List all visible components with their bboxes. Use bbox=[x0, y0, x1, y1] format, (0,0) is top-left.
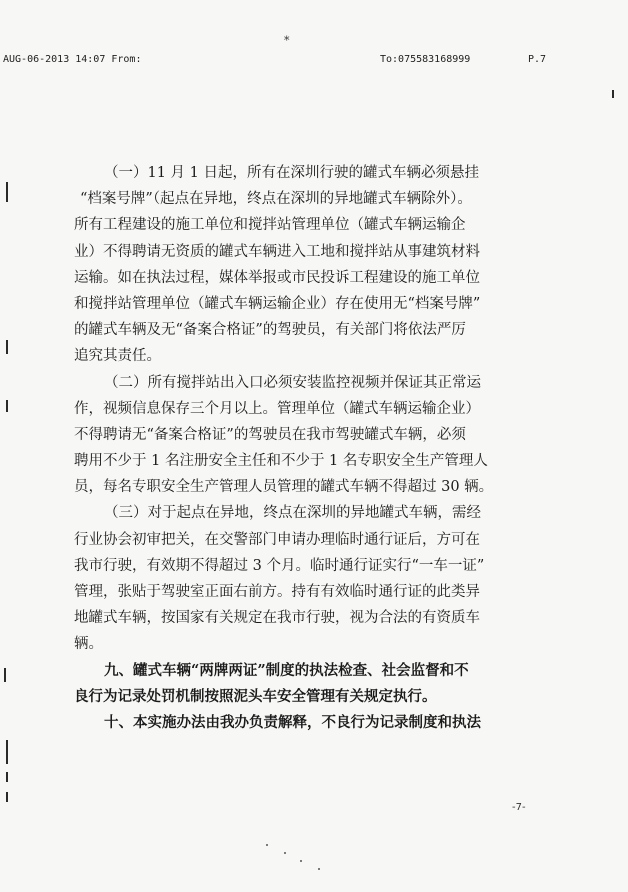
section-heading-line: 良行为记录处罚机制按照泥头车安全管理有关规定执行。 bbox=[74, 687, 437, 705]
section-heading-line: 十、本实施办法由我办负责解释，不良行为记录制度和执法 bbox=[104, 713, 481, 731]
text-line: 行业协会初审把关，在交警部门申请办理临时通行证后，方可在 bbox=[74, 531, 480, 548]
document-body bbox=[74, 160, 546, 736]
text-line: 地罐式车辆，按国家有关规定在我市行驶，视为合法的有资质车 bbox=[74, 610, 480, 627]
text-line: 的罐式车辆及无“备案合格证”的驾驶员，有关部门将依法严厉 bbox=[74, 322, 466, 339]
fax-to-number: To:075583168999 bbox=[380, 54, 471, 65]
text-line: （三）对于起点在异地，终点在深圳的异地罐式车辆，需经 bbox=[104, 505, 481, 522]
scan-artifact bbox=[4, 668, 6, 682]
fax-star-mark: * bbox=[284, 34, 290, 47]
scan-artifact bbox=[6, 340, 8, 354]
scan-artifact bbox=[6, 792, 8, 802]
text-line: 不得聘请无“备案合格证”的驾驶员在我市驾驶罐式车辆，必须 bbox=[74, 426, 466, 443]
fax-header bbox=[0, 54, 628, 70]
scan-artifact bbox=[6, 740, 8, 764]
fax-page-label: P.7 bbox=[528, 54, 547, 65]
text-line: （一）11 月 1 日起，所有在深圳行驶的罐式车辆必须悬挂 bbox=[104, 165, 480, 181]
scan-artifact bbox=[6, 400, 8, 412]
text-line: 我市行驶，有效期不得超过 3 个月。临时通行证实行“一车一证” bbox=[74, 557, 485, 574]
text-line: 和搅拌站管理单位（罐式车辆运输企业）存在使用无“档案号牌” bbox=[74, 295, 481, 312]
scan-artifact bbox=[6, 182, 8, 202]
text-line: 运输。如在执法过程，媒体举报或市民投诉工程建设的施工单位 bbox=[74, 269, 480, 286]
section-heading-line: 九、罐式车辆“两牌两证”制度的执法检查、社会监督和不 bbox=[104, 661, 469, 679]
page-number: -7- bbox=[512, 802, 526, 813]
text-line: 作，视频信息保存三个月以上。管理单位（罐式车辆运输企业） bbox=[74, 400, 480, 417]
text-line: （二）所有搅拌站出入口必须安装监控视频并保证其正常运 bbox=[104, 374, 481, 391]
scan-speck bbox=[300, 860, 302, 862]
text-line: 所有工程建设的施工单位和搅拌站管理单位（罐式车辆运输企 bbox=[74, 217, 466, 234]
scan-artifact bbox=[612, 90, 614, 98]
text-line: 管理，张贴于驾驶室正面右前方。持有有效临时通行证的此类异 bbox=[74, 584, 480, 600]
fax-date-from: AUG-06-2013 14:07 From: bbox=[3, 54, 142, 65]
scan-artifact bbox=[6, 772, 8, 782]
text-line: 员，每名专职安全生产管理人员管理的罐式车辆不得超过 30 辆。 bbox=[74, 479, 494, 496]
text-line: 辆。 bbox=[74, 636, 103, 653]
scan-speck bbox=[266, 844, 268, 846]
scan-speck bbox=[284, 852, 286, 854]
scan-speck bbox=[318, 868, 320, 870]
text-line: 聘用不少于 1 名注册安全主任和不少于 1 名专职安全生产管理人 bbox=[74, 453, 488, 470]
text-line: 追究其责任。 bbox=[74, 348, 161, 365]
text-line: “档案号牌”（起点在异地，终点在深圳的异地罐式车辆除外）。 bbox=[80, 191, 472, 208]
text-line: 业）不得聘请无资质的罐式车辆进入工地和搅拌站从事建筑材料 bbox=[74, 243, 480, 260]
